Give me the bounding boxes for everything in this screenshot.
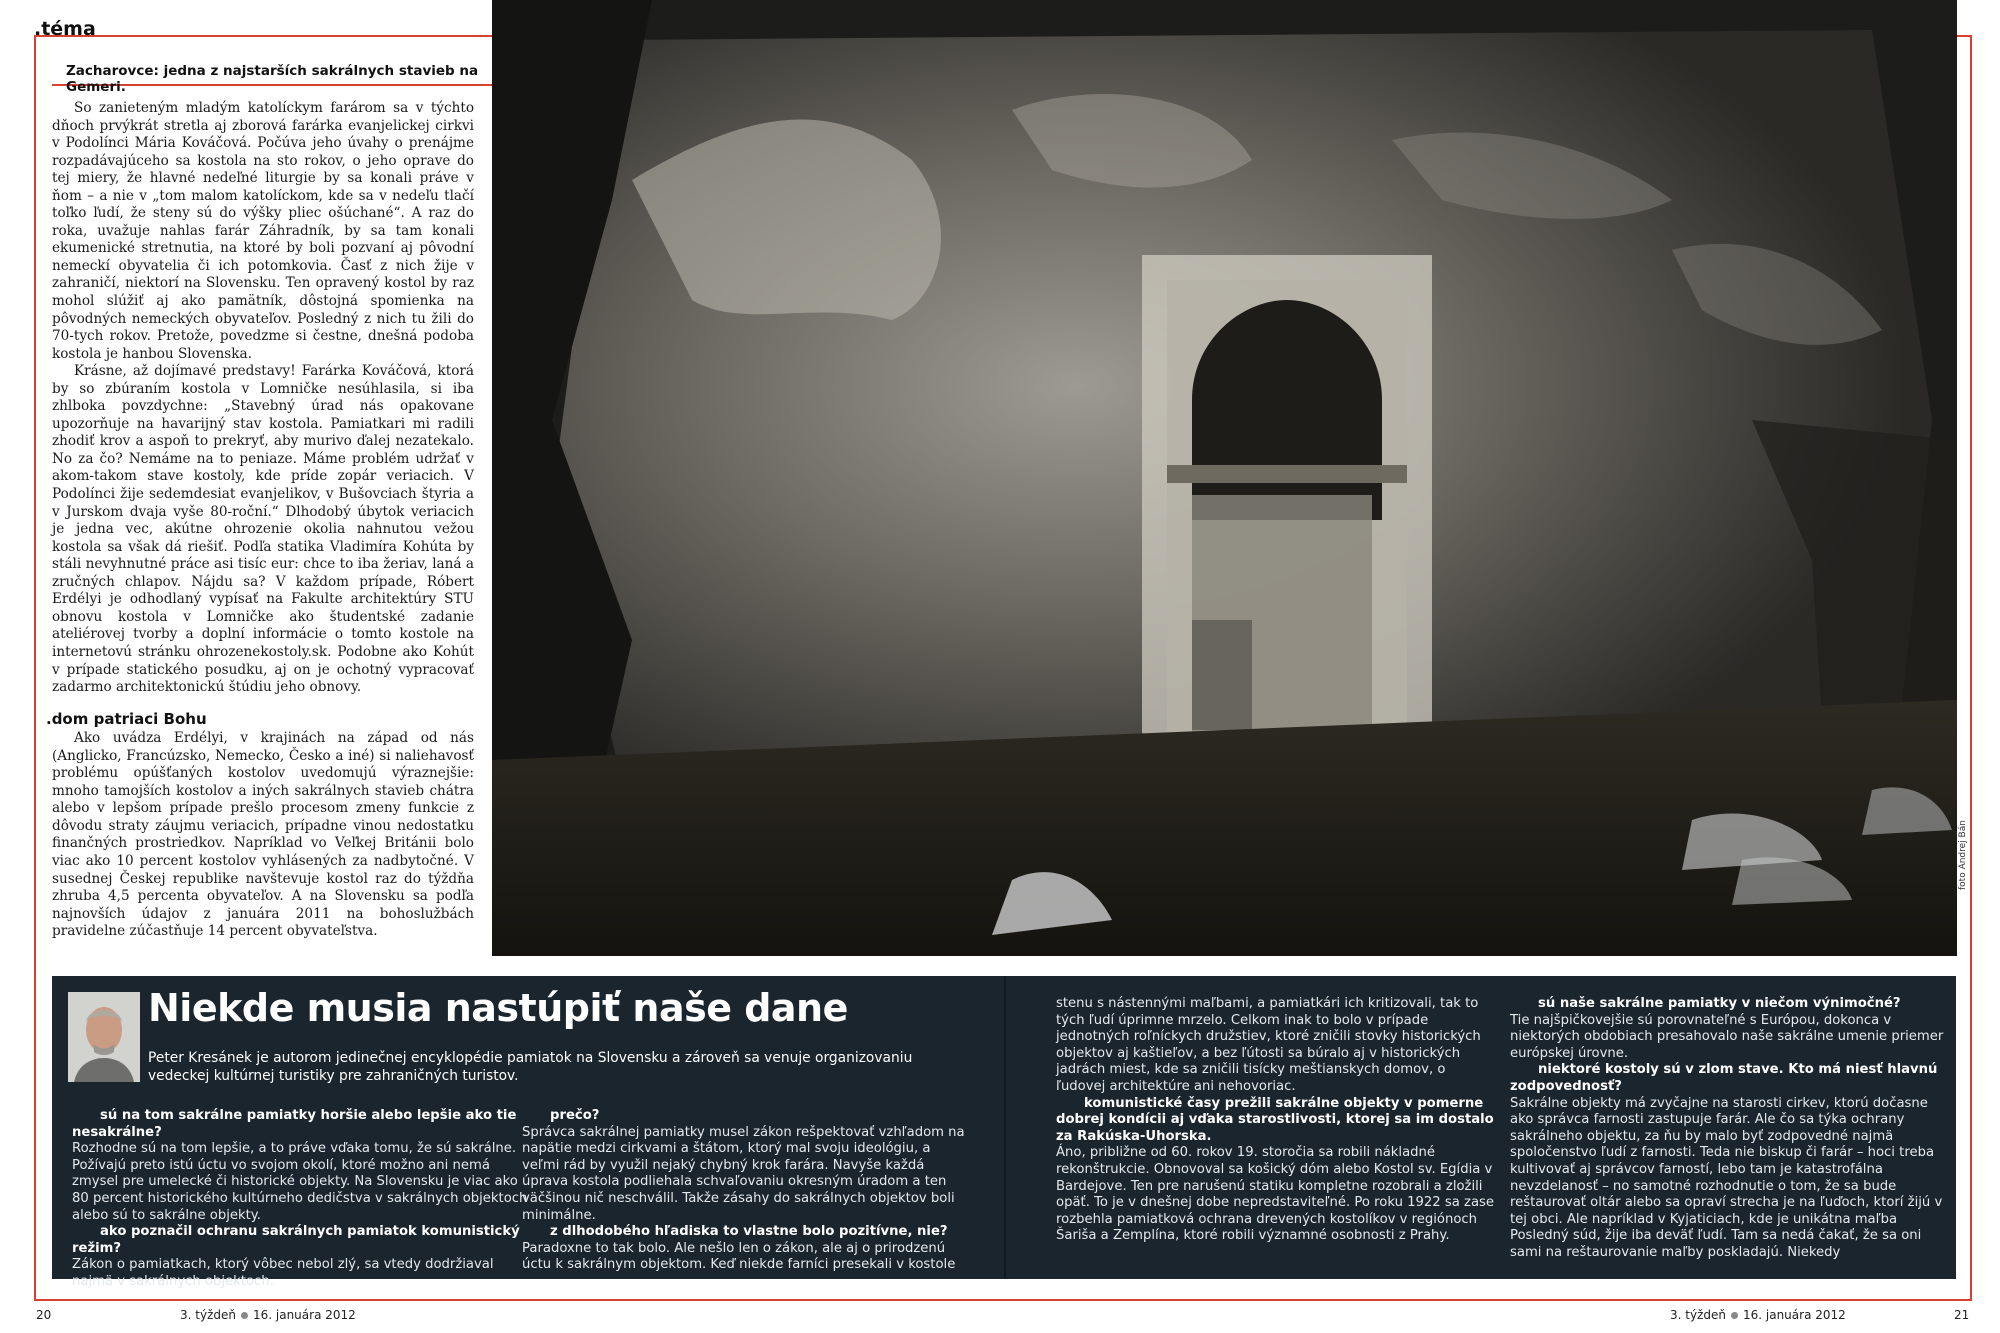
interview-question: niektoré kostoly sú v zlom stave. Kto má niesť hlavnú zodpovednosť? [1510,1062,1938,1094]
subheading: .dom patriaci Bohu [46,709,207,728]
interview-question: komunistické časy prežili sakrálne objekty v pomerne dobrej kondícii aj vďaka starostlivosti, ktorej sa im dostalo za Rakúska-Uhorska. [1056,1095,1494,1144]
body-paragraph: Krásne, až dojímavé predstavy! Farárka Kováčová, ktorá by so zbúraním kostola v Lomničke nesúhlasila, si iba zhlboka povzdychne: „Stavebný úrad nás opakovane upozorňuje na havarijný stav kostola. Pamiatkari mi radili zhodiť krov a aspoň to prekryť, aby murivo ďalej nezatekalo. No za čo? Nemáme na to peniaze. Máme problém udržať v akom-takom stave kostoly, kde príde zopár veriacich. V Podolínci žije sedemdesiat evanjelikov, v Bušovciach štyria a v Jurskom dvaja vyše 80-roční.“ Dlhodobý úbytok veriacich je jedna vec, akútne ohrozenie okolia nahnutou vežou kostola sa však dá riešiť. Podľa statika Vladimíra Kohúta by stáli nevyhnutné práce asi tisíc eur: chce to iba žeriav, laná a zručných chlapov. Nájdu sa? V každom prípade, Róbert Erdélyi je odhodlaný vypísať na Fakulte architektúry STU obnovu kostola v Lomničke ako študentské zadanie ateliérovej tvorby a doplní informácie o tomto kostole na internetovú stránku ohrozenekostoly.sk. Podobne ako Kohút v prípade statického posudku, aj on je ochotný vypracovať zadarmo architektonickú štúdiu jeho obnovy. [52,363,474,696]
interview-column-4 [1510,996,1946,1262]
issue-date: 16. januára 2012 [1742,1308,1846,1322]
left-rule [34,35,36,1301]
photo-credit: foto Andrej Bán [1958,820,1968,890]
interview-column-1 [72,1108,534,1291]
interview-column-3 [1056,996,1496,1245]
interview-question: sú na tom sakrálne pamiatky horšie alebo lepšie ako tie nesakrálne? [72,1108,517,1140]
issue-info-right [1670,1308,1846,1322]
issue-label: 3. týždeň [180,1308,236,1322]
separator-dot [241,1312,248,1319]
interview-answer: Rozhodne sú na tom lepšie, a to práve vďaka tomu, že sú sakrálne. Požívajú preto istú úctu vo svojom okolí, ktoré možno ani nemá zmysel pre umelecké či historické objekty. Na Slovensku je viac ako 80 percent historického kultúrneho dedičstva v sakrálnych objektoch alebo sú to sakrálne objekty. [72,1141,528,1223]
page-gutter [1004,976,1006,1279]
article-body [46,100,474,941]
body-paragraph: Ako uvádza Erdélyi, v krajinách na západ od nás (Anglicko, Francúzsko, Nemecko, Česko a iné) si naliehavosť problému opúšťaných kostolov uvedomujú výraznejšie: mnoho tamojších kostolov a iných sakrálnych stavieb chátra alebo v lepšom prípade prešlo procesom zmeny funkcie z dôvodu straty záujmu veriacich, prípadne vinou nedostatku finančných prostriedkov. Napríklad vo Veľkej Británii bolo viac ako 10 percent kostolov vyhlásených za nadbytočné. V susednej Českej republike navštevuje kostol raz do týždňa zhruba 4,5 percenta obyvateľov. A na Slovensku sa podľa najnovších údajov z januára 2011 na bohoslužbách pravidelne zúčastňuje 14 percent obyvateľstva. [52,730,474,940]
interview-answer: Správca sakrálnej pamiatky musel zákon rešpektovať vzhľadom na napätie medzi cirkvami a štátom, ktorý mal svoju ideológiu, a veľmi rád by využil nejaký chybný krok farára. Navyše každá úprava kostola podliehala schvaľovaniu okresným úradom a ten väčšinou nič neschválil. Takže zásahy do sakrálnych objektov boli minimálne. [522,1124,965,1223]
interview-question: prečo? [550,1108,600,1123]
interview-lead: Peter Kresánek je autorom jedinečnej encyklopédie pamiatok na Slovensku a zároveň sa venuje organizovaniu vedeckej kultúrnej turistiky pre zahraničných turistov. [148,1050,913,1084]
interview-answer: Paradoxne to tak bolo. Ale nešlo len o zákon, ale aj o prirodzenú úctu k sakrálnym objektom. Keď niekde farníci presekali v kostole [522,1240,956,1273]
body-paragraph: So zanieteným mladým katolíckym farárom sa v týchto dňoch prvýkrát stretla aj zborová farárka evanjelickej cirkvi v Podolínci Mária Kováčová. Počúva jeho úvahy o prenájme rozpadávajúceho sa kostola na sto rokov, o jeho oprave do tej miery, že hlavné nedeľné liturgie by sa konali práve v ňom – a nie v „tom malom katolíckom, kde sa v nedeľu tlačí toľko ľudí, že steny sú do výšky pliec ošúchané“. A raz do roka, uvažuje nahlas farár Záhradník, by sa tam konali ekumenické stretnutia, na ktoré by boli pozvaní aj pôvodní nemeckí obyvatelia či ich potomkovia. Časť z nich žije v zahraničí, niektorí na Slovensku. Ten opravený kostol by raz mohol slúžiť aj ako pamätník, dôstojná spomienka na pôvodných nemeckých obyvateľov. Posledný z nich tu žili do 70-tych rokov. Pretože, povedzme si čestne, dnešná podoba kostola je hanbou Slovenska. [52,100,474,362]
photo-caption: Zacharovce: jedna z najstarších sakrálnych stavieb na Gemeri. [66,63,479,95]
page-number-left: 20 [36,1308,52,1322]
interview-box [52,976,1956,1289]
church-wall-photo [492,0,1957,956]
issue-label: 3. týždeň [1670,1308,1726,1322]
interview-column-2 [522,1108,966,1274]
right-rule [1970,35,1972,1301]
interview-question: z dlhodobého hľadiska to vlastne bolo pozitívne, nie? [550,1224,948,1240]
interview-question: sú naše sakrálne pamiatky v niečom výnimočné? [1538,996,1901,1011]
separator-dot [1731,1312,1738,1319]
issue-info-left [180,1308,356,1322]
section-label: .téma [34,18,96,40]
bottom-rule [34,1299,1972,1301]
interview-question: ako poznačil ochranu sakrálnych pamiatok komunistický režim? [72,1224,520,1256]
page-number-right: 21 [1954,1308,1970,1322]
interview-answer: Tie najšpičkovejšie sú porovnateľné s Európou, dokonca v niektorých obdobiach presahovalo naše sakrálne umenie priemer európskej úrovne. [1510,1012,1944,1061]
interview-answer: Sakrálne objekty má zvyčajne na starosti cirkev, ktorú dočasne ako správca farnosti zastupuje farár. Ale čo sa týka ochrany sakrálneho objektu, za ňu by malo byť zodpovedné najmä spoločenstvo ľudí z farnosti. Teda nie biskup či farár – hoci treba kultivovať aj správcov farností, lebo tam je katastrofálna nevzdelanosť – no samotné rozhodnutie o tom, že sa bude reštaurovať oltár alebo sa opraví strecha je na ľuďoch, ktorí žijú v tej obci. Ale napríklad v Kyjaticiach, kde je unikátna maľba Posledný súd, žije iba deväť ľudí. Tam sa nedá čakať, že sa oni sami na reštaurovanie maľby poskladajú. Niekedy [1510,1095,1943,1260]
interview-answer: Zákon o pamiatkach, ktorý vôbec nebol zlý, sa vtedy dodržiaval najmä v sakrálnych objektoch. [72,1257,494,1289]
interview-answer: stenu s nástennými maľbami, a pamiatkári ich kritizovali, tak to tých ľudí úprimne mrzelo. Celkom inak to bolo v prípade jednotných roľníckych družstiev, ktoré zničili stovky historických objektov aj kaštieľov, a bez ľútosti sa búralo aj v historických jadrách miest, kde sa zničili tisícky meštianskych domov, o ľudovej architektúre ani nehovoriac. [1056,996,1481,1094]
interview-answer: Áno, približne od 60. rokov 19. storočia sa robili nákladné rekonštrukcie. Obnovoval sa košický dóm alebo Kostol sv. Egídia v Bardejove. Ten pre narušenú statiku kompletne rozobrali a zložili opäť. To je v dnešnej dobe nepredstaviteľné. Po roku 1922 sa zase rozbehla pamiatková ochrana drevených kostolíkov v regiónoch Šariša a Zemplína, ktoré robili významné osobnosti z Prahy. [1056,1145,1495,1244]
interview-headline: Niekde musia nastúpiť naše dane [148,986,848,1030]
issue-date: 16. januára 2012 [252,1308,356,1322]
author-portrait [68,992,140,1082]
